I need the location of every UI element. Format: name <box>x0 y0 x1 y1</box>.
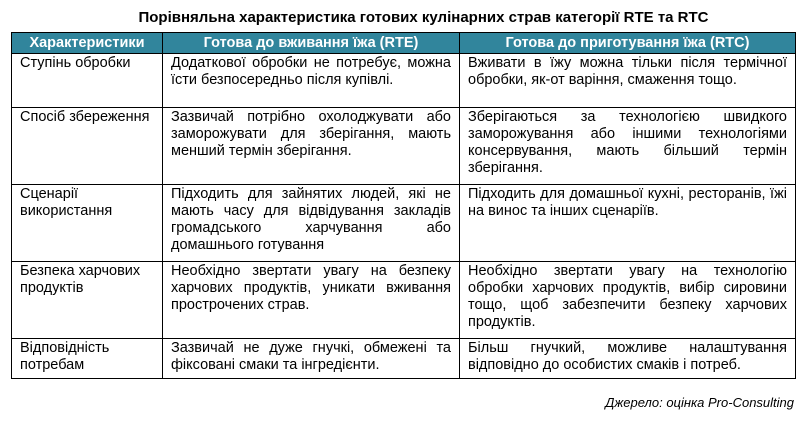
table-row <box>12 262 796 339</box>
table-row <box>12 108 796 185</box>
table-row <box>12 54 796 108</box>
rte-cell: Зазвичай потрібно охолоджувати або заморожувати для зберігання, мають менший термін зберігання. <box>163 108 460 185</box>
rte-cell: Додаткової обробки не потребує, можна їсти безпосередньо після купівлі. <box>163 54 460 108</box>
header-rte: Готова до вживання їжа (RTE) <box>163 33 460 54</box>
characteristic-cell: Ступінь обробки <box>12 54 163 108</box>
source-note: Джерело: оцінка Pro-Consulting <box>605 395 794 410</box>
rtc-cell: Підходить для домашньої кухні, ресторанів, їжі на винос та інших сценаріїв. <box>460 185 796 262</box>
rte-cell: Зазвичай не дуже гнучкі, обмежені та фіксовані смаки та інгредієнти. <box>163 339 460 379</box>
rte-cell: Необхідно звертати увагу на безпеку харчових продуктів, уникати вживання прострочених страв. <box>163 262 460 339</box>
rtc-cell: Більш гнучкий, можливе налаштування відповідно до особистих смаків і потреб. <box>460 339 796 379</box>
table-row <box>12 339 796 379</box>
characteristic-cell: Сценарії використання <box>12 185 163 262</box>
rte-cell: Підходить для зайнятих людей, які не мають часу для відвідування закладів громадського харчування або домашнього готування <box>163 185 460 262</box>
comparison-table <box>11 32 796 379</box>
header-characteristics: Характеристики <box>12 33 163 54</box>
table-row <box>12 185 796 262</box>
rtc-cell: Зберігаються за технологією швидкого заморожування або іншими технологіями консервування, мають більший термін зберігання. <box>460 108 796 185</box>
rtc-cell: Необхідно звертати увагу на технологію обробки харчових продуктів, вибір сировини тощо, щоб забезпечити безпеку харчових продуктів. <box>460 262 796 339</box>
characteristic-cell: Спосіб збереження <box>12 108 163 185</box>
characteristic-cell: Відповідність потребам <box>12 339 163 379</box>
header-rtc: Готова до приготування їжа (RTC) <box>460 33 796 54</box>
characteristic-cell: Безпека харчових продуктів <box>12 262 163 339</box>
rtc-cell: Вживати в їжу можна тільки після термічної обробки, як-от варіння, смаження тощо. <box>460 54 796 108</box>
header-row <box>12 33 796 54</box>
table-title: Порівняльна характеристика готових кулінарних страв категорії RTE та RTC <box>138 9 709 26</box>
